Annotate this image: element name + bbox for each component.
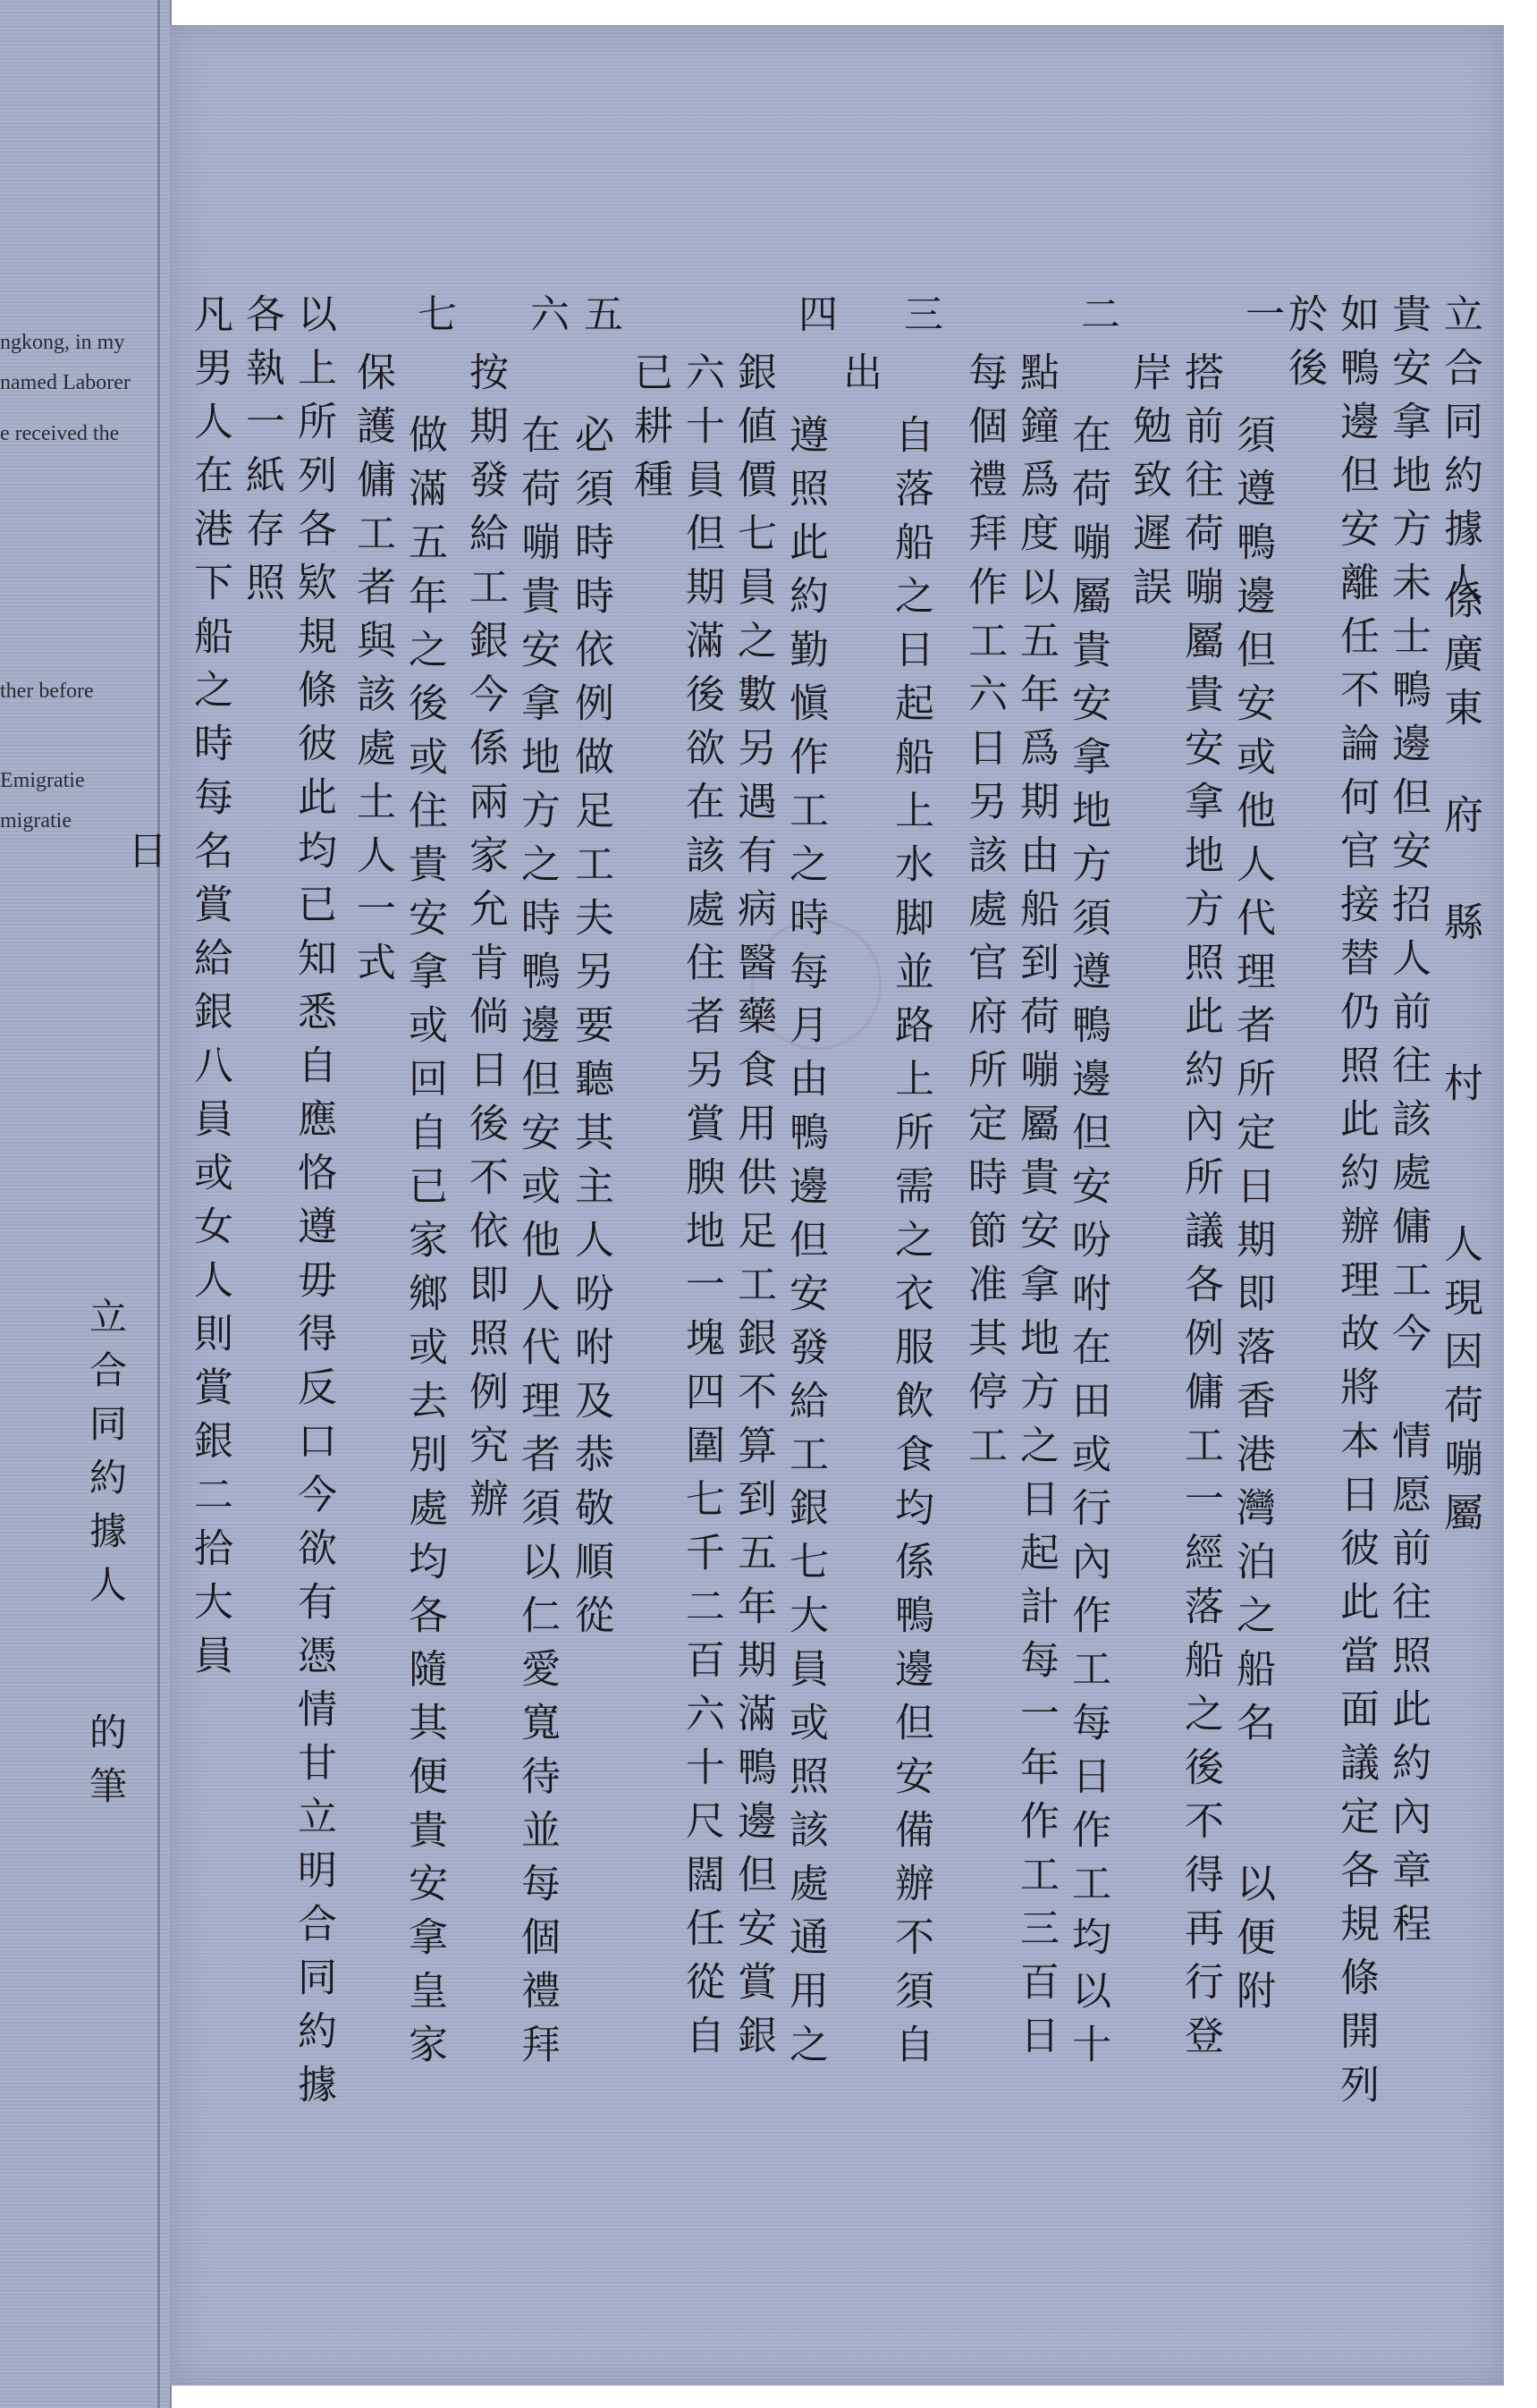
english-fragment: Emigratie: [0, 769, 85, 792]
contract-column: 出: [836, 351, 882, 405]
contract-column: 立合同約據人: [1437, 293, 1482, 615]
adjacent-page-english: [0, 0, 172, 2408]
contract-column: 每個禮拜作工六日另該處官府所定時節准其停工: [961, 351, 1007, 1478]
contract-column: 於後: [1281, 293, 1327, 401]
contract-page: [121, 25, 1504, 2386]
contract-column: 按期發給工銀今係兩家允肯倘日後不依即照例究辦: [462, 351, 508, 1532]
contract-column: 在荷嘣貴安拿地方之時鴨邊但安或他人代理者須以仁愛寬待並每個禮拜: [514, 414, 560, 2077]
contract-column: 在荷嘣屬貴安拿地方須遵鴨邊但安吩咐在田或行內作工每日作工均以十: [1065, 414, 1111, 2077]
english-fragment: ngkong, in my: [0, 331, 125, 354]
contract-column: 自落船之日起船上水脚並路上所需之衣服飲食均係鴨邊但安備辦不須自: [888, 414, 933, 2077]
clause-number: 七: [410, 293, 456, 333]
contract-column: 點鐘爲度以五年爲期由船到荷嘣屬貴安拿地方之日起計每一年作工三百日: [1013, 351, 1059, 2068]
signer-suffix: 的筆: [84, 1712, 128, 1820]
contract-column: 搭前往荷嘣屬貴安拿地方照此約內所議各例傭工一經落船之後不得再行登: [1178, 351, 1223, 2068]
clause-number: 六: [523, 293, 569, 333]
contract-column: 做滿五年之後或住貴安拿或回自已家鄉或去別處均各隨其便貴安拿皇家: [401, 414, 447, 2077]
contract-column: 已耕種: [627, 351, 672, 512]
contract-column: 各執一紙存照: [239, 293, 284, 615]
english-fragment: migratie: [0, 809, 72, 832]
clause-number: 四: [791, 293, 837, 333]
contract-column: 係廣東 府 縣 村 人現因荷嘣屬: [1437, 579, 1482, 1545]
contract-column: 須遵鴨邊但安或他人代理者所定日期即落香港灣泊之船名 以便附: [1229, 414, 1275, 2024]
contract-column: 遵照此約勤愼作工之時每月由鴨邊但安發給工銀七大員或照該處通用之: [782, 414, 828, 2077]
signer-label: 立合同約據人: [84, 1297, 128, 1618]
contract-column: 必須時時依例做足工夫另要聽其主人吩咐及恭敬順從: [568, 414, 613, 1648]
contract-column: 保護傭工者與該處土人一式: [350, 351, 395, 995]
contract-column: 以上所列各欵規條彼此均已知悉自應恪遵毋得反口今欲有憑情甘立明合同約據: [291, 293, 336, 2117]
clause-number: 二: [1074, 293, 1119, 333]
clause-number: 三: [897, 293, 942, 333]
clause-number: 五: [577, 293, 622, 333]
contract-column: 六十員但期滿後欲在該處住者另賞腴地一塊四圍七千二百六十尺闊任從自: [679, 351, 724, 2068]
clause-number: 一: [1238, 293, 1284, 333]
page-fold: [157, 0, 160, 2408]
english-fragment: e received the: [0, 422, 120, 445]
contract-column: 銀値價七員之數另遇有病醫藥食用供足工銀不算到五年期滿鴨邊但安賞銀: [730, 351, 776, 2068]
date-char: 日: [121, 830, 166, 869]
contract-column: 貴安拿地方未士鴨邊但安招人前往該處傭工今 情愿前往照此約內章程: [1385, 293, 1431, 1956]
contract-column: 如鴨邊但安離任不論何官接替仍照此約辦理故將本日彼此當面議定各規條開列: [1333, 293, 1379, 2117]
english-fragment: named Laborer: [0, 371, 131, 394]
contract-column: 凡男人在港下船之時每名賞給銀八員或女人則賞銀二拾大員: [187, 293, 232, 1688]
contract-column: 岸勉致遲誤: [1126, 351, 1171, 620]
english-fragment: ther before: [0, 680, 94, 703]
